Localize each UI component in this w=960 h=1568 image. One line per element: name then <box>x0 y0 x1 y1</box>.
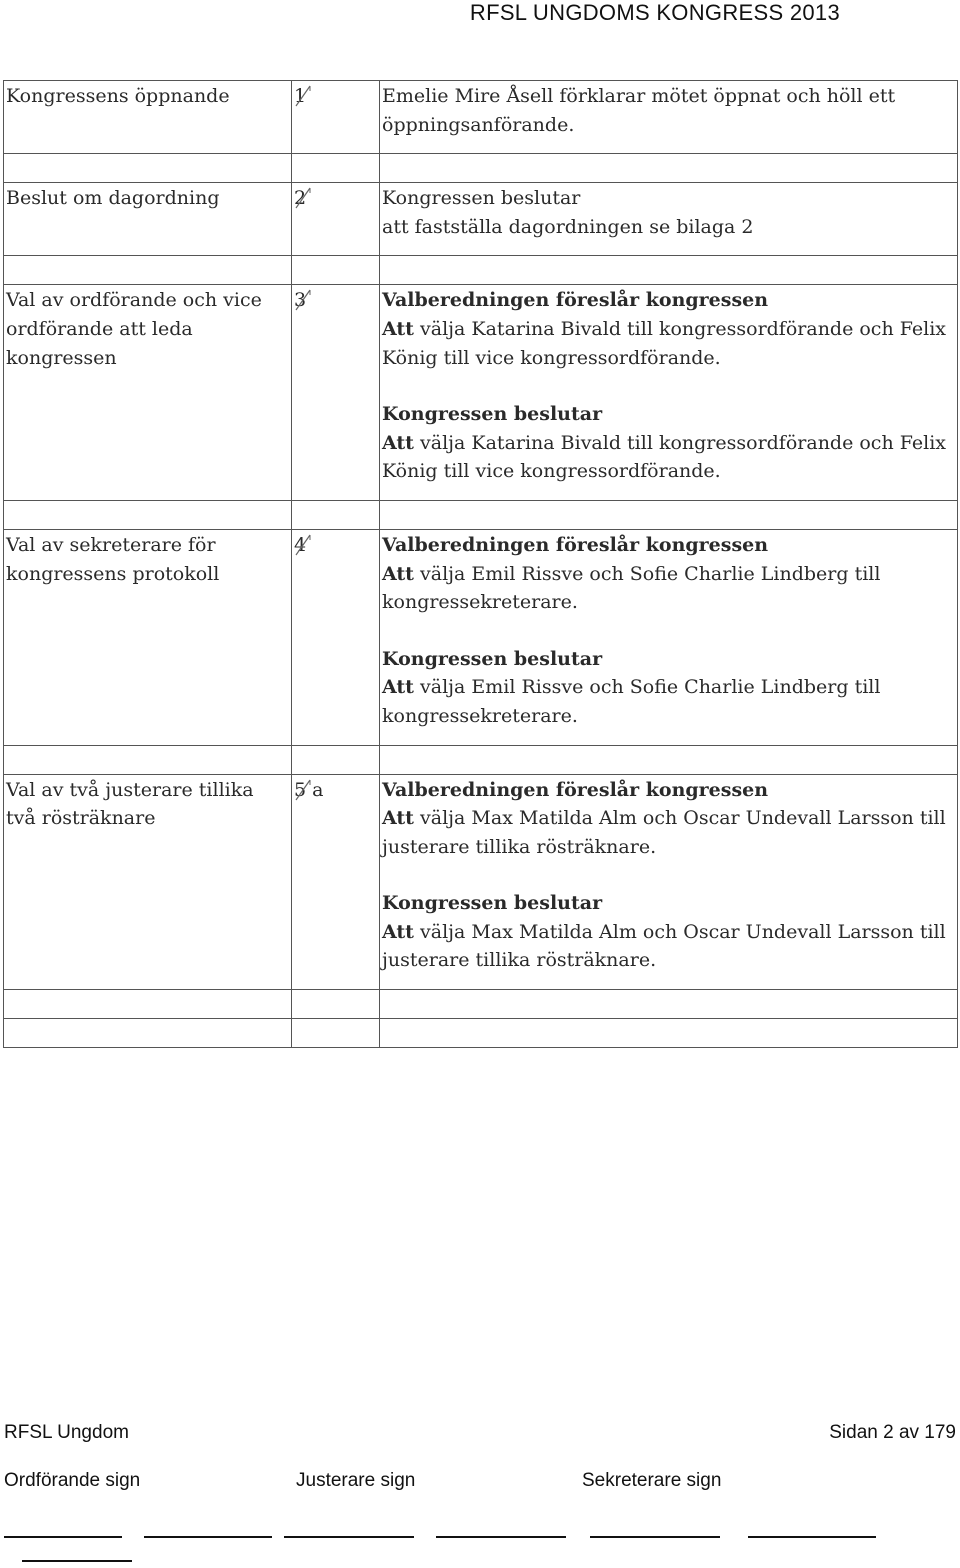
agenda-item-4 <box>4 529 958 745</box>
proposal-text: välja Katarina Bivald till kongressordförande och Felix König till vice kongressordförande. <box>382 317 946 369</box>
paragraph-marker-icon <box>294 187 312 209</box>
item-topic: Val av ordförande och vice ordförande att leda kongressen <box>4 285 292 501</box>
paragraph-marker-icon <box>294 534 312 556</box>
signature-line <box>22 1560 132 1562</box>
agenda-item-5a <box>4 774 958 990</box>
item-number-cell <box>292 285 380 501</box>
item-number-cell <box>292 183 380 256</box>
spacer-row <box>4 500 958 529</box>
signature-line <box>590 1536 720 1538</box>
item-text <box>380 529 958 745</box>
decision-text: välja Katarina Bivald till kongressordförande och Felix König till vice kongressordförande. <box>382 431 946 483</box>
decision-text: att fastställa dagordningen se bilaga 2 <box>382 215 754 238</box>
item-text <box>380 774 958 990</box>
att-label: Att <box>382 920 414 943</box>
signature-line <box>436 1536 566 1538</box>
footer-page-number: Sidan 2 av 179 <box>829 1422 956 1443</box>
item-number: 1 <box>294 85 307 107</box>
minutes-table <box>3 80 958 1048</box>
agenda-item-2 <box>4 183 958 256</box>
item-number-cell <box>292 774 380 990</box>
decision-body <box>382 918 955 975</box>
item-number: 5 a <box>294 778 324 801</box>
decision-text: välja Emil Rissve och Sofie Charlie Lindberg till kongressekreterare. <box>382 676 881 727</box>
decision-heading: Kongressen beslutar <box>382 892 603 915</box>
paragraph-gap <box>382 372 955 400</box>
item-topic: Kongressens öppnande <box>4 81 292 154</box>
paragraph-marker-icon <box>294 779 312 801</box>
sign-label-secretary: Sekreterare sign <box>582 1470 722 1491</box>
att-label: Att <box>382 317 414 340</box>
proposal-heading: Valberedningen föreslår kongressen <box>382 778 769 801</box>
signature-line <box>284 1536 414 1538</box>
sign-label-chair: Ordförande sign <box>4 1470 141 1491</box>
spacer-row <box>4 1019 958 1048</box>
decision-body <box>382 429 955 486</box>
sign-label-adjuster: Justerare sign <box>296 1470 416 1491</box>
decision-heading: Kongressen beslutar <box>382 647 603 670</box>
spacer-row <box>4 745 958 774</box>
spacer-row <box>4 154 958 183</box>
proposal-body <box>382 560 955 617</box>
footer-organization: RFSL Ungdom <box>4 1422 129 1443</box>
item-number: 3 <box>294 289 307 312</box>
item-text <box>380 285 958 501</box>
paragraph-gap <box>382 861 955 889</box>
proposal-heading: Valberedningen föreslår kongressen <box>382 289 769 312</box>
paragraph-marker-icon <box>294 289 312 311</box>
proposal-text: välja Emil Rissve och Sofie Charlie Lindberg till kongressekreterare. <box>382 562 881 614</box>
att-label: Att <box>382 562 414 585</box>
decision-heading: Kongressen beslutar <box>382 403 603 426</box>
item-number-cell <box>292 529 380 745</box>
proposal-body <box>382 804 955 861</box>
att-label: Att <box>382 676 414 699</box>
paragraph-marker-icon <box>294 85 312 107</box>
proposal-text: välja Max Matilda Alm och Oscar Undevall Larsson till justerare tillika rösträknare. <box>382 807 946 858</box>
item-topic: Beslut om dagordning <box>4 183 292 256</box>
item-topic: Val av sekreterare för kongressens protokoll <box>4 529 292 745</box>
item-text: Emelie Mire Åsell förklarar mötet öppnat och höll ett öppningsanförande. <box>380 81 958 154</box>
item-number-cell <box>292 81 380 154</box>
decision-heading: Kongressen beslutar <box>382 187 581 210</box>
signature-line <box>4 1536 122 1538</box>
decision-body <box>382 673 955 730</box>
agenda-item-3 <box>4 285 958 501</box>
paragraph-gap <box>382 617 955 645</box>
signature-line <box>748 1536 876 1538</box>
item-number: 2 <box>294 187 307 210</box>
item-topic: Val av två justerare tillika två rösträknare <box>4 774 292 990</box>
spacer-row <box>4 256 958 285</box>
att-label: Att <box>382 807 414 830</box>
item-text <box>380 183 958 256</box>
item-number: 4 <box>294 533 307 556</box>
signature-line <box>144 1536 272 1538</box>
proposal-body <box>382 315 955 372</box>
decision-text: välja Max Matilda Alm och Oscar Undevall Larsson till justerare tillika rösträknare. <box>382 920 946 972</box>
spacer-row <box>4 990 958 1019</box>
att-label: Att <box>382 431 414 454</box>
agenda-item-1 <box>4 81 958 154</box>
proposal-heading: Valberedningen föreslår kongressen <box>382 533 769 556</box>
document-header-title: RFSL UNGDOMS KONGRESS 2013 <box>469 0 840 25</box>
